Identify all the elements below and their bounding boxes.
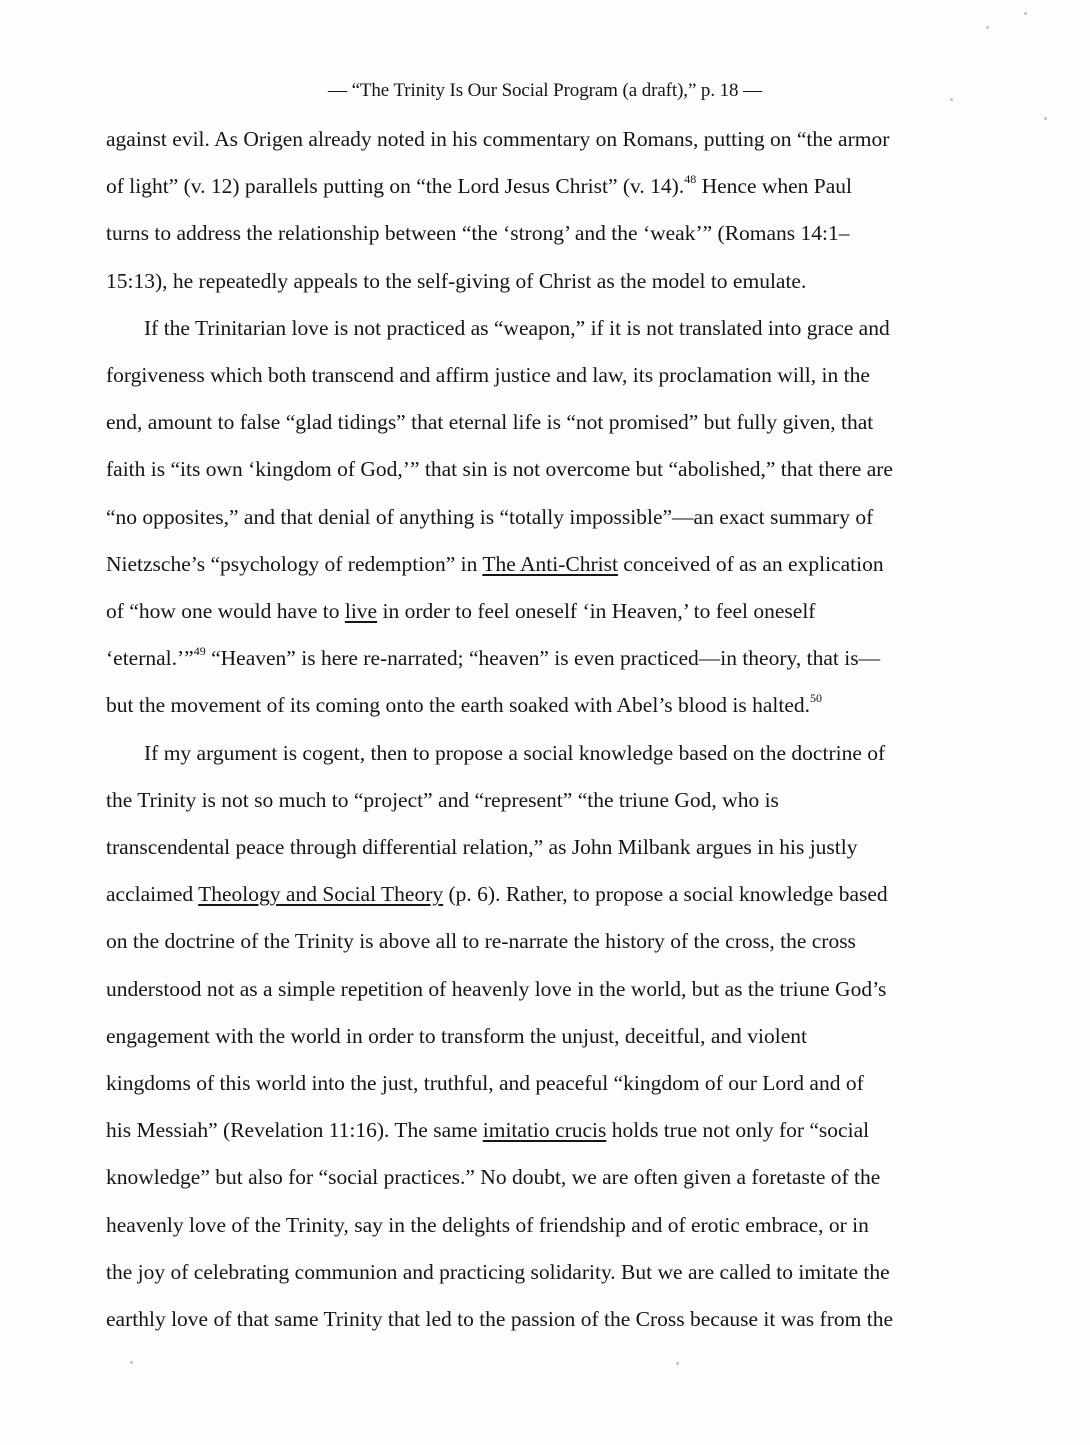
paragraph-2-line-9 [106,682,986,729]
footnote-ref-50: 50 [810,691,823,706]
footnote-ref-48: 48 [684,172,697,187]
paragraph-3-line-4 [106,871,986,918]
paragraph-2-line-6 [106,541,986,588]
text-segment: acclaimed [106,882,199,907]
scan-speck [950,98,953,101]
paragraph-3-line-13: earthly love of that same Trinity that led to the passion of the Cross because it was from the [106,1307,893,1332]
paragraph-3-line-11: heavenly love of the Trinity, say in the delights of friendship and of erotic embrace, or in [106,1212,869,1237]
text-segment: of “how one would have to [106,599,345,624]
paragraph-1-line-4: 15:13), he repeatedly appeals to the self-giving of Christ as the model to emulate. [106,268,807,293]
body-text [106,116,986,1343]
paragraph-3-line-6: understood not as a simple repetition of heavenly love in the world, but as the triune God’s [106,976,887,1001]
paragraph-1-line-2 [106,163,986,210]
text-segment: ‘eternal.’” [106,646,194,671]
scan-speck [130,1361,133,1364]
paragraph-3-line-2: the Trinity is not so much to “project” and “represent” “the triune God, who is [106,787,779,812]
paragraph-3-line-12: the joy of celebrating communion and practicing solidarity. But we are called to imitate the [106,1259,890,1284]
term-imitatio-crucis: imitatio crucis [482,1118,607,1143]
footnote-ref-49: 49 [193,644,206,659]
text-segment: Hence when Paul [696,174,853,199]
scan-speck [676,1362,679,1365]
paragraph-3-line-7: engagement with the world in order to transform the unjust, deceitful, and violent [106,1023,807,1048]
paragraph-3-line-5: on the doctrine of the Trinity is above all to re-narrate the history of the cross, the cross [106,929,856,954]
scan-speck [1024,12,1027,15]
paragraph-3-line-1: If my argument is cogent, then to propose a social knowledge based on the doctrine of [144,740,886,765]
paragraph-2-line-3: end, amount to false “glad tidings” that eternal life is “not promised” but fully given, that [106,410,874,435]
scan-speck [1044,117,1047,120]
text-segment: conceived of as an explication [617,551,884,576]
paragraph-3-line-10: knowledge” but also for “social practices.” No doubt, we are often given a foretaste of the [106,1165,881,1190]
text-segment: his Messiah” (Revelation 11:16). The same [106,1118,483,1143]
scan-speck [986,26,989,29]
paragraph-3-line-9 [106,1107,986,1154]
running-header: — “The Trinity Is Our Social Program (a draft),” p. 18 — [328,80,762,101]
paragraph-1-line-1: against evil. As Origen already noted in his commentary on Romans, putting on “the armor [106,127,890,151]
text-segment: but the movement of its coming onto the earth soaked with Abel’s blood is halted. [106,693,811,718]
paragraph-2-line-2: forgiveness which both transcend and affirm justice and law, its proclamation will, in the [106,363,870,388]
paragraph-2-line-4: faith is “its own ‘kingdom of God,’” that sin is not overcome but “abolished,” that there are [106,457,893,482]
paragraph-2-line-8 [106,635,986,682]
paragraph-3-line-3: transcendental peace through differential relation,” as John Milbank argues in his justly [106,835,858,860]
book-title-theology-social-theory: Theology and Social Theory [198,882,444,907]
paragraph-2-line-1: If the Trinitarian love is not practiced as “weapon,” if it is not translated into grace and [144,315,890,340]
book-title-anti-christ: The Anti-Christ [482,551,618,576]
paragraph-3-line-8: kingdoms of this world into the just, truthful, and peaceful “kingdom of our Lord and of [106,1071,864,1096]
text-segment: Nietzsche’s “psychology of redemption” in [106,551,483,576]
text-segment: “Heaven” is here re-narrated; “heaven” is even practiced—in theory, that is— [205,646,881,671]
paragraph-2-line-5: “no opposites,” and that denial of anything is “totally impossible”—an exact summary of [106,504,874,529]
paragraph-2-line-7 [106,588,986,635]
text-segment: (p. 6). Rather, to propose a social knowledge based [443,882,888,907]
emphasis-live: live [344,599,378,624]
text-segment: in order to feel oneself ‘in Heaven,’ to feel oneself [377,599,816,624]
paragraph-1-line-3: turns to address the relationship between “the ‘strong’ and the ‘weak’” (Romans 14:1– [106,221,850,246]
text-segment: of light” (v. 12) parallels putting on “the Lord Jesus Christ” (v. 14). [106,174,685,199]
text-segment: holds true not only for “social [606,1118,870,1143]
